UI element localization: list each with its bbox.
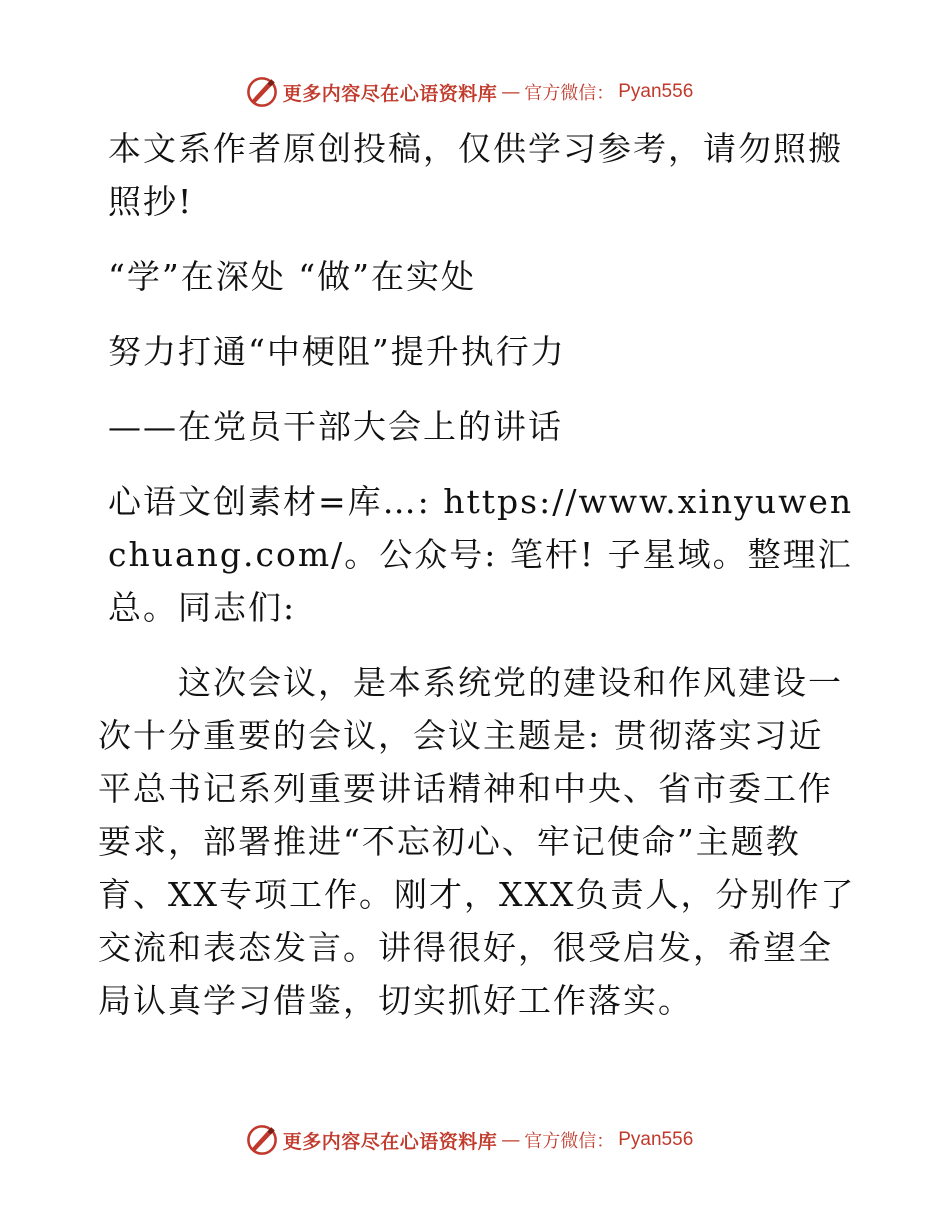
pen-logo-icon — [245, 75, 279, 109]
source-line: 心语文创素材=库…: https://www.xinyuwenchuang.com/。公众号: 笔杆! 子星域。整理汇总。同志们: — [108, 482, 854, 627]
banner-separator: — — [501, 81, 521, 103]
banner-separator: — — [501, 1129, 521, 1151]
title-line-1: “学”在深处 “做”在实处 — [108, 257, 476, 296]
banner-title: 更多内容尽在心语资料库 — [282, 82, 498, 105]
banner-wechat-label: 官方微信： — [524, 1131, 615, 1152]
banner-content — [245, 1123, 694, 1157]
document-body — [98, 122, 858, 1027]
pen-logo-icon — [245, 1123, 279, 1157]
banner-wechat-id: Pyan556 — [618, 1129, 694, 1150]
header-banner — [0, 72, 950, 112]
speech-subtitle: ——在党员干部大会上的讲话 — [108, 407, 563, 446]
title-line-2: 努力打通“中梗阻”提升执行力 — [108, 332, 566, 371]
copyright-notice: 本文系作者原创投稿，仅供学习参考，请勿照搬照抄! — [108, 129, 843, 221]
banner-wechat-label: 官方微信： — [524, 83, 615, 104]
banner-content — [245, 75, 694, 109]
banner-wechat-id: Pyan556 — [618, 81, 694, 102]
footer-banner — [0, 1120, 950, 1160]
body-paragraph: 这次会议，是本系统党的建设和作风建设一次十分重要的会议，会议主题是: 贯彻落实习近平总书记系列重要讲话精神和中央、省市委工作要求，部署推进“不忘初心、牢记使命”主题教育、XX专项工作。刚才，XXX负责人，分别作了交流和表态发言。讲得很好，很受启发，希望全局认真学习借鉴，切实抓好工作落实。 — [98, 663, 856, 1020]
banner-title: 更多内容尽在心语资料库 — [282, 1130, 498, 1153]
